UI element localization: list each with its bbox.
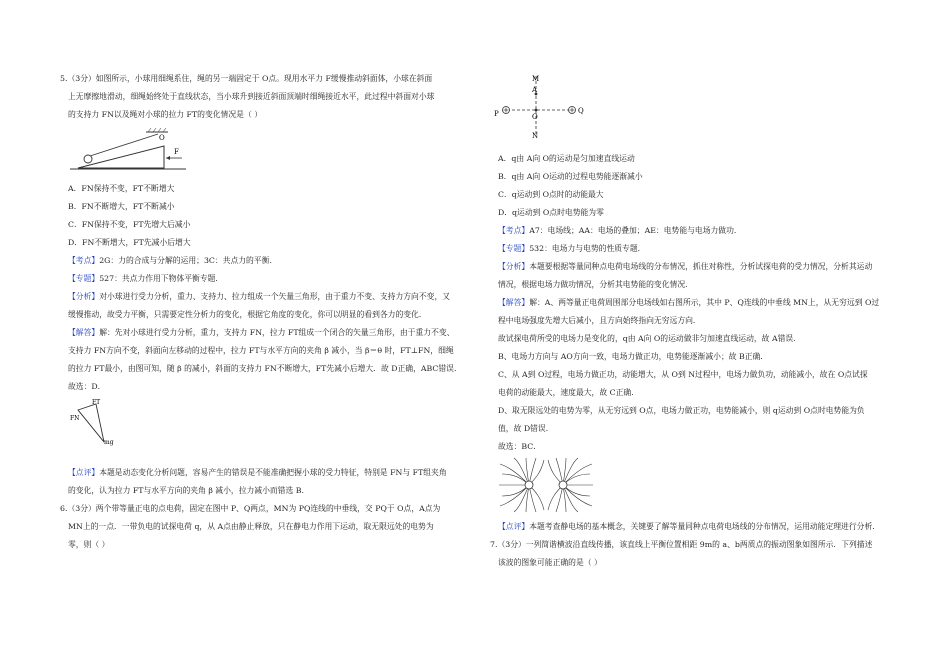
force-f-arrowhead <box>166 156 170 160</box>
q6-zhuanti <box>498 244 645 254</box>
q6-stem-line-3: 零，则（ ） <box>68 540 110 549</box>
q5-jieda-line-1 <box>68 328 454 338</box>
jieda-tag: 【解答】 <box>498 298 530 307</box>
string-line <box>90 134 158 156</box>
q5-kaodian <box>68 256 277 266</box>
q6-jieda-line-9: 故选：BC． <box>498 442 542 451</box>
q6-dianping <box>498 522 880 532</box>
zhuanti-text: 532：电场力与电势的性质专题． <box>529 244 646 253</box>
jieda-text-1: 解：先对小球进行受力分析，重力，支持力 FN，拉力 FT组成一个闭合的矢量三角形，由于重力不变、 <box>99 328 455 337</box>
jieda-tag: 【解答】 <box>68 328 100 337</box>
force-triangle-figure <box>70 398 120 448</box>
label-q: Q <box>578 107 584 115</box>
dianping-tag: 【点评】 <box>68 468 100 477</box>
label-m: M <box>532 75 540 83</box>
q5-jieda-line-4: 故选：D． <box>68 382 106 391</box>
q6-jieda-line-4: B、电场力方向与 AO方向一致，电场力做正功，电势能逐渐减小；故 B正确． <box>498 352 769 361</box>
kaodian-text: 2G：力的合成与分解的运用；3C：共点力的平衡． <box>99 256 278 265</box>
fenxi-text-1: 对小球进行受力分析，重力、支持力、拉力组成一个矢量三角形，由于重力不变、支持力方向不变，又 <box>99 292 451 301</box>
incline-figure <box>68 126 188 176</box>
q6-fenxi-line-1 <box>498 262 872 272</box>
kaodian-tag: 【考点】 <box>498 226 530 235</box>
q5-stem-line-1: 5.（3分）如图所示，小球用细绳系住，绳的另一端固定于 O点。现用水平力 F缓慢推动斜面体，小球在斜面 <box>60 74 433 83</box>
q5-fenxi-line-1 <box>68 292 450 302</box>
fn-label: FN <box>70 415 80 422</box>
q6-jieda-line-7: D、取无限远处的电势为零，从无穷远到 O点，电场力做正功，电势能减小，则 q运动到 O点时电势能为负 <box>498 406 865 415</box>
fenxi-text-1: 本题要根据等量同种点电荷电场线的分布情况，抓住对称性，分析试探电荷的受力情况，分析其运动 <box>529 262 873 271</box>
mg-label: mg <box>104 439 114 446</box>
q6-option-a: A．q由 A向 O的运动是匀加速直线运动 <box>498 154 635 163</box>
kaodian-text: A7：电场线；AA：电场的叠加；AE：电势能与电场力做功． <box>529 226 742 235</box>
triangle-diagonal <box>78 410 104 442</box>
dianping-tag: 【点评】 <box>498 522 530 531</box>
dianping-text-1: 本题是动态变化分析问题，容易产生的错误是不能准确把握小球的受力特征，特别是 FN与 FT组夹角 <box>99 468 447 477</box>
label-a: A <box>532 86 538 94</box>
ft-label: FT <box>92 399 101 406</box>
q6-jieda-line-1 <box>498 298 879 308</box>
q5-zhuanti <box>68 274 223 284</box>
label-o: O <box>532 113 538 121</box>
q5-option-d: D．FN不断增大，FT先减小后增大 <box>68 238 191 247</box>
q5-jieda-line-3: 的拉力 FT最小，由图可知，随 β 的减小，斜面的支持力 FN不断增大，FT先减小后增大．故 D正确，ABC错误． <box>68 364 462 373</box>
q5-jieda-line-2: 支持力 FN方向不变，斜面向左移动的过程中，拉力 FT与水平方向的夹角 β 减小，当 β＝θ 时，FT⊥FN，细绳 <box>68 346 454 355</box>
field-charge-right <box>559 481 567 489</box>
q6-jieda-line-2: 程中电场强度先增大后减小，且方向始终指向无穷远方向． <box>498 316 701 325</box>
q7-stem-line-1: 7.（3分）一列简谐横波沿直线传播，该直线上平衡位置相距 9m的 a、b两质点的振动图象如图所示．下列描述 <box>490 540 873 549</box>
q6-option-d: D．q运动到 O点时电势能为零 <box>498 208 604 217</box>
q5-option-b: B．FN不断增大，FT不断减小 <box>68 202 175 211</box>
jieda-text-1: 解：A、两等量正电荷周围部分电场线如右图所示，其中 P、Q连线的中垂线 MN上，从无穷远到 O过 <box>529 298 880 307</box>
force-f-label: F <box>174 148 179 156</box>
q6-stem-line-1: 6.（3分）两个带等量正电的点电荷，固定在图中 P、Q两点，MN为 PQ连线的中垂线，交 PQ于 O点，A点为 <box>60 504 441 513</box>
q5-stem-line-3: 的支持力 FN以及绳对小球的拉力 FT的变化情况是（ ） <box>68 110 263 119</box>
q5-stem-line-2: 上无摩擦地滑动，细绳始终处于直线状态，当小球升到接近斜面顶端时细绳接近水平，此过程中斜面对小球 <box>68 92 435 101</box>
q5-dianping-line-1 <box>68 468 447 478</box>
label-p: P <box>494 110 499 118</box>
charges-axis-figure <box>490 72 600 144</box>
q6-jieda-line-5: C、从 A到 O过程，电场力做正功，动能增大，从 O到 N过程中，电场力做负功，动能减小，故在 O点试探 <box>498 370 868 379</box>
point-o-label: O <box>159 134 165 142</box>
q6-option-b: B．q由 A向 O运动的过程电势能逐渐减小 <box>498 172 643 181</box>
field-charge-left <box>525 481 533 489</box>
label-n: N <box>532 132 539 140</box>
q5-option-a: A．FN保持不变，FT不断增大 <box>68 184 175 193</box>
q6-stem-line-2: MN上的一点．一带负电的试探电荷 q，从 A点由静止释放，只在静电力作用下运动，取无限远处的电势为 <box>68 522 434 531</box>
zhuanti-tag: 【专题】 <box>68 274 100 283</box>
ceiling-hatch <box>148 128 166 132</box>
q6-jieda-line-3: 故试探电荷所受的电场力是变化的，q由 A向 O的运动做非匀加速直线运动，故 A错误． <box>498 334 801 343</box>
point-o-dot <box>535 109 538 112</box>
zhuanti-text: 527：共点力作用下物体平衡专题． <box>99 274 224 283</box>
force-triangle <box>78 404 104 442</box>
q6-option-c: C．q运动到 O点时的动能最大 <box>498 190 604 199</box>
q6-jieda-line-6: 电荷的动能最大，速度最大，故 C正确． <box>498 388 639 397</box>
q5-dianping-line-2: 的变化，认为拉力 FT与水平方向的夹角 β 减小，拉力减小而错选 B． <box>68 486 310 495</box>
q6-kaodian <box>498 226 742 236</box>
zhuanti-tag: 【专题】 <box>498 244 530 253</box>
field-lines <box>499 458 593 512</box>
dianping-text: 本题考查静电场的基本概念，关键要了解等量同种点电荷电场线的分布情况，运用动能定理进行分析． <box>529 522 881 531</box>
q7-stem-line-2: 该波的图象可能正确的是（ ） <box>498 558 602 567</box>
q5-option-c: C．FN保持不变，FT先增大后减小 <box>68 220 191 229</box>
q6-fenxi-line-2: 情况，根据电场力做功情况，分析其电势能的变化情况． <box>498 280 693 289</box>
fenxi-tag: 【分析】 <box>68 292 100 301</box>
fenxi-tag: 【分析】 <box>498 262 530 271</box>
kaodian-tag: 【考点】 <box>68 256 100 265</box>
q5-fenxi-line-2: 缓慢推动，故受力平衡，只需要定性分析力的变化，根据它角度的变化，你可以明显的看到各力的变化． <box>68 310 427 319</box>
q6-jieda-line-8: 值，故 D错误． <box>498 424 554 433</box>
ball <box>84 155 92 163</box>
field-lines-figure <box>496 456 596 514</box>
